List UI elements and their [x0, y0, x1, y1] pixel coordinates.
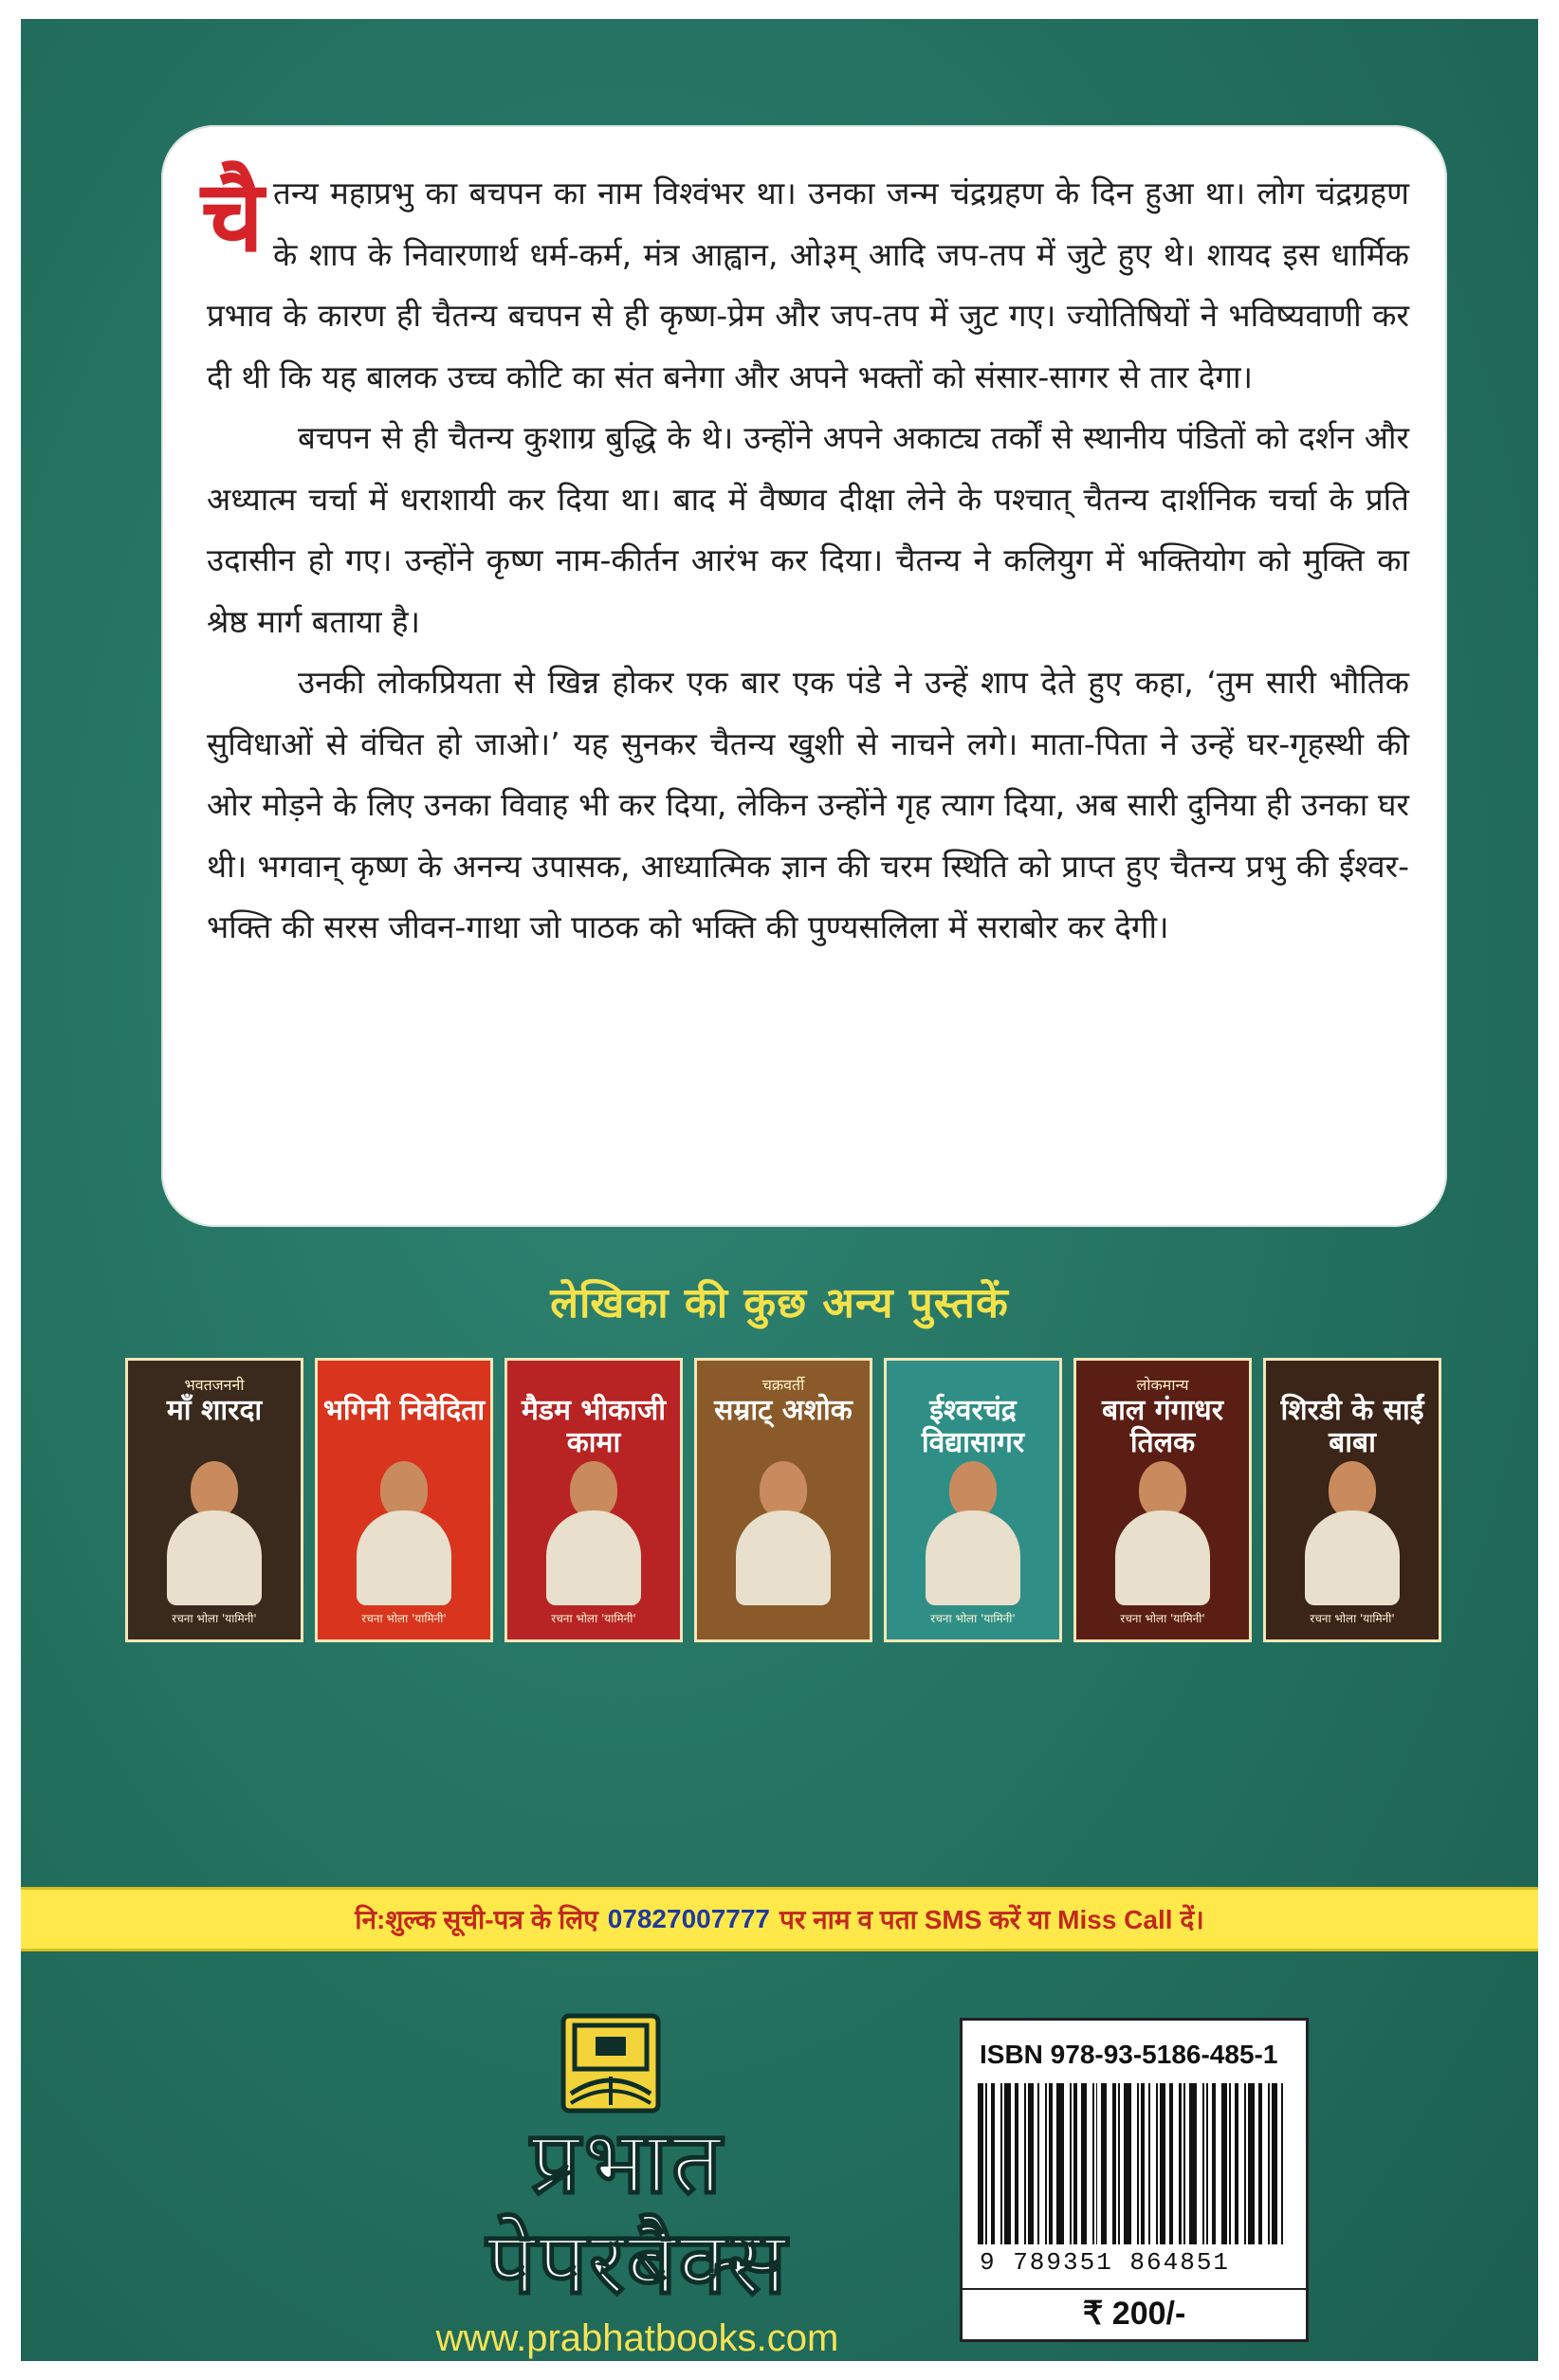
barcode-bar: [1028, 2083, 1034, 2244]
barcode-bar: [1004, 2083, 1012, 2244]
barcode-bar: [1101, 2083, 1107, 2244]
book-thumbnail: [125, 1358, 303, 1642]
barcode-bar: [1183, 2083, 1185, 2244]
back-cover: [21, 19, 1538, 2361]
barcode-bar: [1056, 2083, 1064, 2244]
barcode-bar: [1045, 2083, 1047, 2244]
price-tag: ₹ 200/-: [963, 2288, 1306, 2339]
barcode-bar: [1156, 2083, 1158, 2244]
barcode-bar: [1258, 2083, 1262, 2244]
publisher-name-line-1: प्रभात: [530, 2112, 725, 2213]
barcode-digits: 9 789351 864851: [980, 2248, 1231, 2277]
barcode-bar: [985, 2083, 987, 2244]
barcode-bar: [1248, 2083, 1256, 2244]
book-title: मैडम भीकाजी कामा: [521, 1394, 667, 1459]
book-title: बाल गंगाधर तिलक: [1102, 1394, 1223, 1459]
catalogue-banner: [21, 1887, 1538, 1951]
synopsis-panel: [161, 125, 1447, 1227]
barcode-bar: [1202, 2083, 1204, 2244]
barcode-bar: [1024, 2083, 1026, 2244]
barcode-bar: [1081, 2083, 1087, 2244]
barcode-bar: [1281, 2083, 1283, 2244]
book-title: ईश्वरचंद्र विद्यासागर: [921, 1394, 1025, 1459]
isbn-number: ISBN 978-93-5186-485-1: [980, 2040, 1278, 2069]
book-thumbnail: [504, 1358, 683, 1642]
barcode-bar: [1235, 2083, 1238, 2244]
synopsis-paragraph-3: उनकी लोकप्रियता से खिन्न होकर एक बार एक पंडे ने उन्हें शाप देते हुए कहा, ‘तुम सारी भौतिक सुविधाओं से वंचित हो जाओ।’ यह सुनकर चैतन्य खुशी से नाचने लगे। माता-पिता ने उन्हें घर-गृहस्थी की ओर मोड़ने के लिए उनका विवाह भी कर दिया, लेकिन उन्होंने गृह त्याग दिया, अब सारी दुनिया ही उनका घर थी। भगवान् कृष्ण के अनन्य उपासक, आध्यात्मिक ज्ञान की चरम स्थिति को प्राप्त हुए चैतन्य प्रभु की ईश्वर-भक्ति की सरस जीवन-गाथा जो पाठक को भक्ति की पुण्यसलिला में सराबोर कर देगी।: [207, 664, 1409, 945]
barcode-bar: [1112, 2083, 1116, 2244]
barcode-bar: [1268, 2083, 1270, 2244]
book-subtitle: लोकमान्य: [1136, 1376, 1189, 1394]
barcode-bar: [1206, 2083, 1208, 2244]
barcode-bar: [1000, 2083, 1002, 2244]
barcode-bar: [1124, 2083, 1131, 2244]
barcode-panel: [960, 2018, 1309, 2342]
barcode-bar: [1148, 2083, 1150, 2244]
barcode-bar: [1272, 2083, 1277, 2244]
barcode-bar: [1037, 2083, 1039, 2244]
book-thumbnail: [1263, 1358, 1441, 1642]
cover-portrait: [541, 1461, 646, 1603]
barcode-bar: [978, 2083, 983, 2244]
barcode-bar: [1096, 2083, 1098, 2244]
barcode-bar: [1229, 2083, 1231, 2244]
publisher-name-line-2: पेपरबैक्स: [486, 2212, 789, 2314]
barcode-bar: [991, 2083, 995, 2244]
book-author: रचना भोला 'यामिनी': [172, 1612, 257, 1625]
book-subtitle: भवतजननी: [184, 1376, 245, 1394]
banner-text-after: पर नाम व पता SMS करें या Miss Call दें।: [780, 1905, 1204, 1934]
cover-portrait: [731, 1461, 835, 1603]
barcode-bars: [978, 2083, 1289, 2244]
barcode-bar: [1189, 2083, 1197, 2244]
barcode-bar: [1169, 2083, 1173, 2244]
barcode-bar: [1049, 2083, 1053, 2244]
cover-portrait: [921, 1461, 1025, 1603]
book-thumbnail: [884, 1358, 1062, 1642]
barcode-bar: [1160, 2083, 1165, 2244]
barcode-bar: [1073, 2083, 1077, 2244]
banner-phone: 07827007777: [607, 1904, 770, 1933]
barcode-bar: [1070, 2083, 1072, 2244]
synopsis-paragraph-1: [201, 158, 1409, 408]
book-author: रचना भोला 'यामिनी': [930, 1612, 1016, 1625]
barcode-bar: [1244, 2083, 1246, 2244]
book-author: रचना भोला 'यामिनी': [361, 1612, 447, 1625]
book-thumbnail: [315, 1358, 493, 1642]
cover-portrait: [162, 1461, 266, 1603]
book-title: भगिनी निवेदिता: [322, 1394, 486, 1427]
other-books-heading: लेखिका की कुछ अन्य पुस्तकें: [550, 1279, 1009, 1327]
cover-portrait: [1110, 1461, 1215, 1603]
banner-text-before: नि:शुल्क सूची-पत्र के लिए: [355, 1905, 598, 1934]
barcode-bar: [1137, 2083, 1139, 2244]
synopsis-text: [201, 158, 1409, 959]
book-author: रचना भोला 'यामिनी': [1310, 1612, 1395, 1625]
synopsis-paragraph-2: बचपन से ही चैतन्य कुशाग्र बुद्धि के थे। उन्होंने अपने अकाट्य तर्कों से स्थानीय पंडितों को दर्शन और अध्यात्म चर्चा में धराशायी कर दिया था। बाद में वैष्णव दीक्षा लेने के पश्चात् चैतन्य दार्शनिक चर्चा के प्रति उदासीन हो गए। उन्होंने कृष्ण नाम-कीर्तन आरंभ कर दिया। चैतन्य ने कलियुग में भक्तियोग को मुक्ति का श्रेष्ठ मार्ग बताया है।: [207, 419, 1409, 640]
barcode-bar: [1179, 2083, 1183, 2244]
drop-cap: चै: [201, 158, 265, 274]
book-title: माँ शारदा: [166, 1394, 263, 1427]
barcode-bar: [1212, 2083, 1216, 2244]
barcode-bar: [1015, 2083, 1018, 2244]
book-subtitle: चक्रवर्ती: [761, 1376, 805, 1394]
book-thumbnail: [694, 1358, 872, 1642]
book-thumbnail: [1073, 1358, 1252, 1642]
barcode-bar: [1092, 2083, 1094, 2244]
other-books-row: [125, 1358, 1445, 1642]
book-author: रचना भोला 'यामिनी': [551, 1612, 636, 1625]
barcode-bar: [1118, 2083, 1120, 2244]
book-title: सम्राट् अशोक: [714, 1394, 853, 1427]
book-title: शिरडी के साईं बाबा: [1280, 1394, 1424, 1459]
barcode-bar: [1141, 2083, 1145, 2244]
barcode-bar: [1221, 2083, 1227, 2244]
cover-portrait: [352, 1461, 456, 1603]
book-author: रचना भोला 'यामिनी': [1120, 1612, 1205, 1625]
publisher-website: www.prabhatbooks.com: [435, 2317, 839, 2359]
cover-portrait: [1300, 1461, 1404, 1603]
synopsis-paragraph-1-text: तन्य महाप्रभु का बचपन का नाम विश्वंभर था। उनका जन्म चंद्रग्रहण के दिन हुआ था। लोग चंद्रग्रहण के शाप के निवारणार्थ धर्म-कर्म, मंत्र आह्वान, ओ३म् आदि जप-तप में जुटे हुए थे। शायद इस धार्मिक प्रभाव के कारण ही चैतन्य बचपन से ही कृष्ण-प्रेम और जप-तप में जुट गए। ज्योतिषियों ने भविष्यवाणी कर दी थी कि यह बालक उच्च कोटि का संत बनेगा और अपने भक्तों को संसार-सागर से तार देगा।: [207, 174, 1409, 395]
